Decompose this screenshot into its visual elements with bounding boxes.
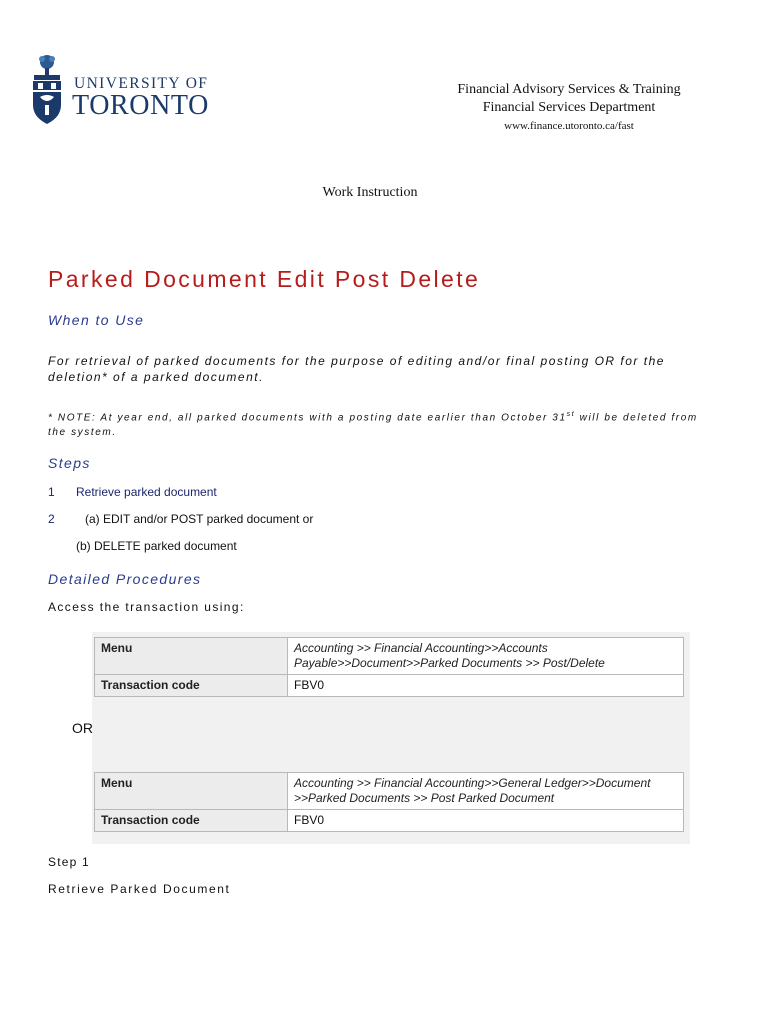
transaction-code-label: Transaction code xyxy=(95,675,288,697)
step-text: (b) DELETE parked document xyxy=(76,539,237,553)
transaction-table-gl xyxy=(94,772,684,832)
or-separator: OR xyxy=(72,720,93,736)
note-text-before: * NOTE: At year end, all parked documents with a posting date earlier than October 31 xyxy=(48,412,567,424)
doc-type: Work Instruction xyxy=(322,185,418,200)
menu-label: Menu xyxy=(95,638,288,675)
header-org: Financial Advisory Services & Training xyxy=(457,82,681,97)
header-url[interactable]: www.finance.utoronto.ca/fast xyxy=(504,120,634,132)
access-text: Access the transaction using: xyxy=(48,600,245,614)
university-crest-icon xyxy=(30,53,64,129)
menu-path: Accounting >> Financial Accounting>>Accounts Payable>>Document>>Parked Documents >> Post/Delete xyxy=(288,638,684,675)
when-to-use-heading: When to Use xyxy=(48,312,145,328)
steps-heading: Steps xyxy=(48,455,91,471)
step-number: 1 xyxy=(48,485,55,499)
header-dept: Financial Services Department xyxy=(482,100,656,115)
note-superscript: st xyxy=(566,411,576,418)
step-text: Retrieve parked document xyxy=(76,485,217,499)
when-to-use-text: For retrieval of parked documents for the purpose of editing and/or final posting OR for the deletion* of a parked document. xyxy=(48,354,665,384)
logo-university-of: UNIVERSITY OF xyxy=(74,75,209,92)
table-row xyxy=(95,638,684,675)
transaction-table-ap xyxy=(94,637,684,697)
detailed-procedures-heading: Detailed Procedures xyxy=(48,571,202,587)
step1-label: Step 1 xyxy=(48,855,90,869)
year-end-note xyxy=(48,407,698,440)
table-row xyxy=(95,675,684,697)
table-row xyxy=(95,810,684,832)
step-text: (a) EDIT and/or POST parked document or xyxy=(85,512,314,526)
note-text-after: will be deleted from the system. xyxy=(48,412,698,439)
logo-toronto: TORONTO xyxy=(72,90,209,121)
transaction-code-value: FBV0 xyxy=(288,810,684,832)
transaction-code-label: Transaction code xyxy=(95,810,288,832)
transaction-code-value: FBV0 xyxy=(288,675,684,697)
step-number: 2 xyxy=(48,512,55,526)
menu-label: Menu xyxy=(95,773,288,810)
step1-title: Retrieve Parked Document xyxy=(48,882,231,896)
menu-path: Accounting >> Financial Accounting>>General Ledger>>Document >>Parked Documents >> Post Parked Document xyxy=(288,773,684,810)
table-row xyxy=(95,773,684,810)
page-title: Parked Document Edit Post Delete xyxy=(48,266,481,292)
